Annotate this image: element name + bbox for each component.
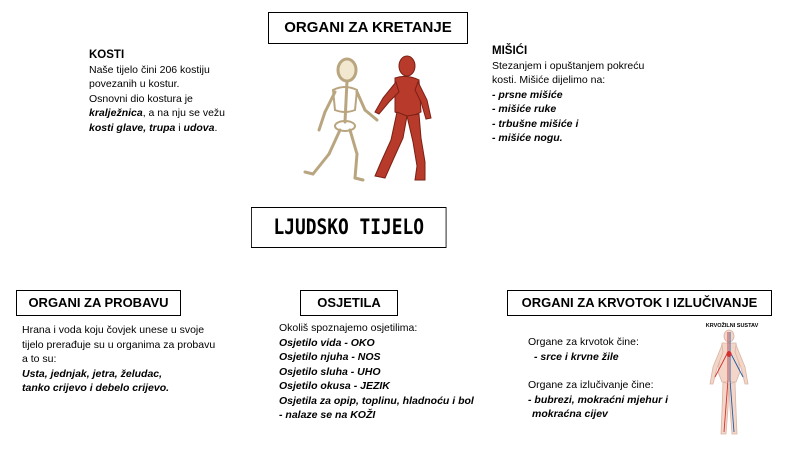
izlucivanje-line: Organe za izlučivanje čine:: [528, 379, 654, 391]
kosti-emph: kralježnica: [89, 107, 143, 119]
kosti-text: .: [214, 121, 218, 134]
kosti-section: [89, 48, 225, 135]
kosti-heading: KOSTI: [89, 49, 125, 61]
osjetila-item: Osjetilo vida - OKO: [279, 336, 375, 349]
probava-section: [22, 323, 215, 396]
title-organi-za-probavu: ORGANI ZA PROBAVU: [16, 290, 181, 316]
misici-heading: MIŠIĆI: [492, 45, 528, 57]
osjetila-item: Osjetila za opip, toplinu, hladnoću i bol: [279, 394, 474, 407]
krvotok-section: [528, 335, 668, 422]
kosti-line: povezanih u kostur.: [89, 78, 180, 90]
osjetila-item: Osjetilo okusa - JEZIK: [279, 380, 390, 392]
title-ljudsko-tijelo: LJUDSKO TIJELO: [251, 207, 447, 248]
kosti-text: , a na nju se vežu: [142, 107, 226, 119]
osjetila-intro: Okoliš spoznajemo osjetilima:: [279, 322, 418, 334]
osjetila-item: - nalaze se na KOŽI: [279, 409, 376, 421]
kosti-line: [89, 121, 225, 136]
izlucivanje-organs: - bubrezi, mokraćni mjehur i: [528, 393, 669, 406]
kosti-emph: kosti glave, trupa: [89, 121, 176, 134]
misici-item: - trbušne mišiće i: [492, 117, 579, 130]
probava-line: a to su:: [22, 353, 57, 365]
kosti-emph: udova: [183, 121, 215, 134]
krvotok-organs: - srce i krvne žile: [534, 350, 619, 363]
title-organi-za-krvotok: ORGANI ZA KRVOTOK I IZLUČIVANJE: [507, 290, 772, 316]
kosti-line: [89, 106, 225, 121]
probava-line: tijelo prerađuje su u organima za probavu: [22, 338, 216, 351]
misici-item: - mišiće ruke: [492, 103, 557, 115]
osjetila-section: [279, 321, 474, 423]
muscle-figure: [375, 56, 431, 180]
kosti-line: Naše tijelo čini 206 kostiju: [89, 63, 210, 76]
probava-line: Hrana i voda koju čovjek unese u svoje: [22, 324, 205, 336]
probava-organs: tanko crijevo i debelo crijevo.: [22, 382, 170, 394]
skeleton-figure: [305, 59, 377, 180]
misici-section: [492, 44, 644, 146]
title-osjetila: OSJETILA: [300, 290, 398, 316]
probava-organs: Usta, jednjak, jetra, želudac,: [22, 367, 163, 380]
misici-item: - prsne mišiće: [492, 88, 563, 101]
circulatory-caption: KRVOŽILNI SUSTAV: [705, 323, 759, 329]
osjetila-item: Osjetilo njuha - NOS: [279, 351, 381, 363]
osjetila-item: Osjetilo sluha - UHO: [279, 365, 381, 378]
kosti-text: i: [175, 121, 184, 134]
misici-line: Stezanjem i opuštanjem pokreću: [492, 59, 645, 72]
kosti-line: Osnovni dio kostura je: [89, 92, 193, 105]
misici-line: kosti. Mišiće dijelimo na:: [492, 74, 606, 86]
krvotok-line: Organe za krvotok čine:: [528, 336, 639, 348]
circulatory-system-image: [700, 322, 758, 438]
izlucivanje-organs: mokraćna cijev: [532, 408, 608, 420]
title-organi-za-kretanje: ORGANI ZA KRETANJE: [268, 12, 468, 44]
spacer: [528, 364, 668, 378]
misici-item: - mišiće nogu.: [492, 132, 563, 144]
skeleton-muscle-image: [295, 50, 443, 188]
